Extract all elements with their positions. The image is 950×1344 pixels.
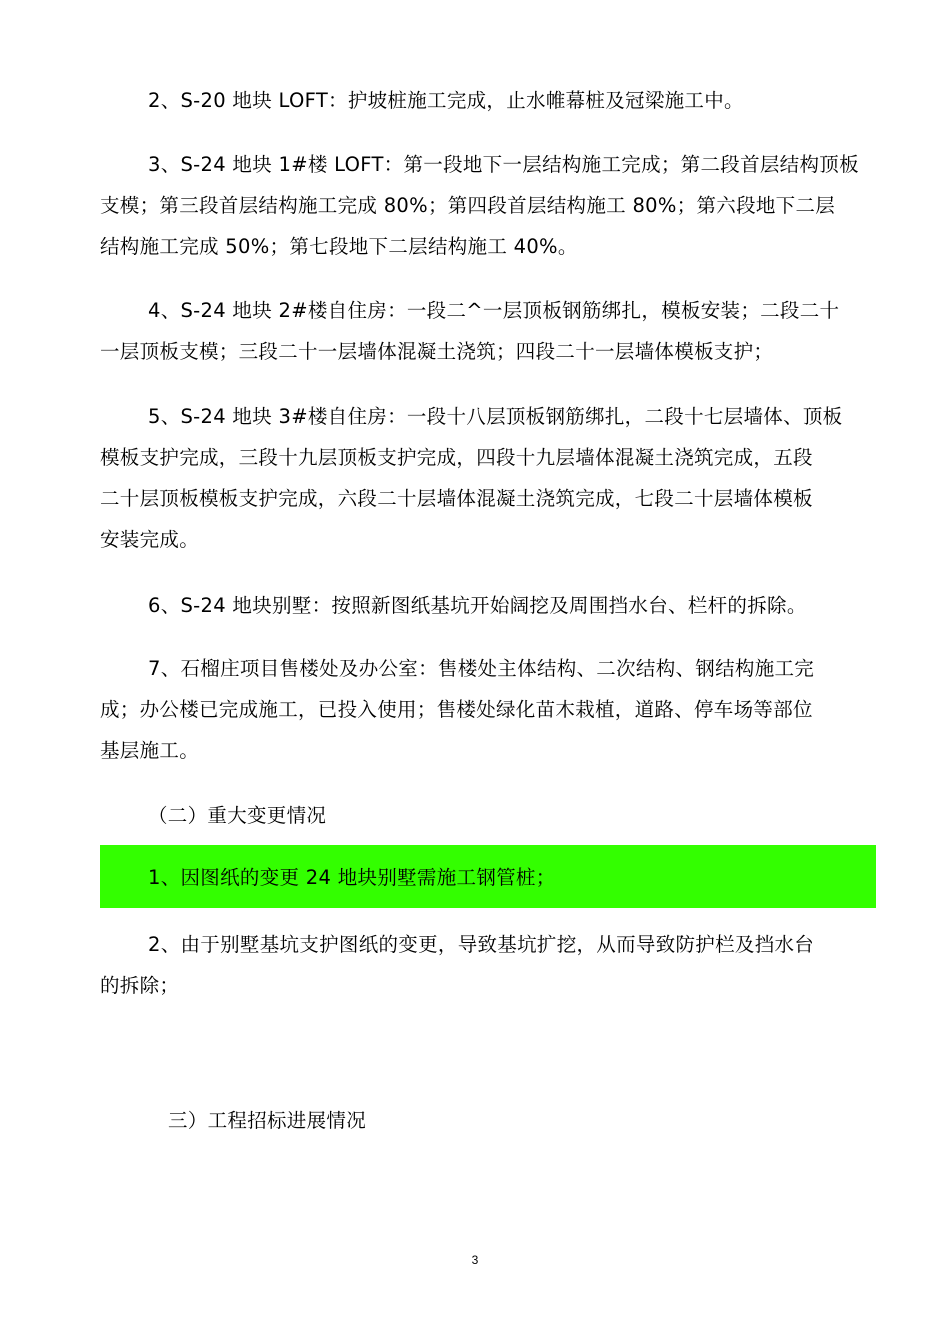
text-line: 基层施工。 [100, 739, 200, 762]
text-line: 3、S-24 地块 1#楼 LOFT：第一段地下一层结构施工完成；第二段首层结构顶板 [148, 153, 859, 176]
text-line: 2、由于别墅基坑支护图纸的变更，导致基坑扩挖，从而导致防护栏及挡水台 [148, 933, 815, 956]
heading-text: 三）工程招标进展情况 [168, 1109, 367, 1132]
paragraph-s24-building-3 [100, 396, 876, 560]
text-line: 安装完成。 [100, 528, 200, 551]
page-number: 3 [471, 1253, 479, 1267]
paragraph-s20-loft [100, 80, 876, 121]
text-line: 5、S-24 地块 3#楼自住房：一段十八层顶板钢筋绑扎，二段十七层墙体、顶板 [148, 405, 843, 428]
text-line: 支模；第三段首层结构施工完成 80%；第四段首层结构施工 80%；第六段地下二层 [100, 194, 836, 217]
text-line: 2、S-20 地块 LOFT：护坡桩施工完成，止水帷幕桩及冠梁施工中。 [148, 89, 744, 112]
section-heading-bidding-progress [120, 1100, 896, 1141]
text-line: 结构施工完成 50%；第七段地下二层结构施工 40%。 [100, 235, 578, 258]
text-line: 4、S-24 地块 2#楼自住房：一段二^一层顶板钢筋绑扎，模板安装；二段二十 [148, 299, 840, 322]
text-line: 一层顶板支模；三段二十一层墙体混凝土浇筑；四段二十一层墙体模板支护； [100, 340, 774, 363]
heading-text: （二）重大变更情况 [148, 804, 327, 827]
text-line: 6、S-24 地块别墅：按照新图纸基坑开始阔挖及周围挡水台、栏杆的拆除。 [148, 594, 807, 617]
text-line: 的拆除； [100, 974, 180, 997]
paragraph-change-1 [100, 857, 876, 898]
paragraph-sales-office [100, 648, 876, 771]
text-line: 成；办公楼已完成施工，已投入使用；售楼处绿化苗木栽植，道路、停车场等部位 [100, 698, 813, 721]
text-line: 1、因图纸的变更 24 地块别墅需施工钢管桩； [148, 866, 556, 889]
paragraph-change-2 [100, 924, 876, 1006]
section-heading-major-changes [100, 795, 876, 836]
text-line: 二十层顶板模板支护完成，六段二十层墙体混凝土浇筑完成，七段二十层墙体模板 [100, 487, 813, 510]
paragraph-s24-building-2 [100, 290, 876, 372]
text-line: 模板支护完成，三段十九层顶板支护完成，四段十九层墙体混凝土浇筑完成，五段 [100, 446, 813, 469]
paragraph-s24-villa [100, 585, 876, 626]
text-line: 7、石榴庄项目售楼处及办公室：售楼处主体结构、二次结构、钢结构施工完 [148, 657, 815, 680]
paragraph-s24-building-1 [100, 144, 876, 267]
